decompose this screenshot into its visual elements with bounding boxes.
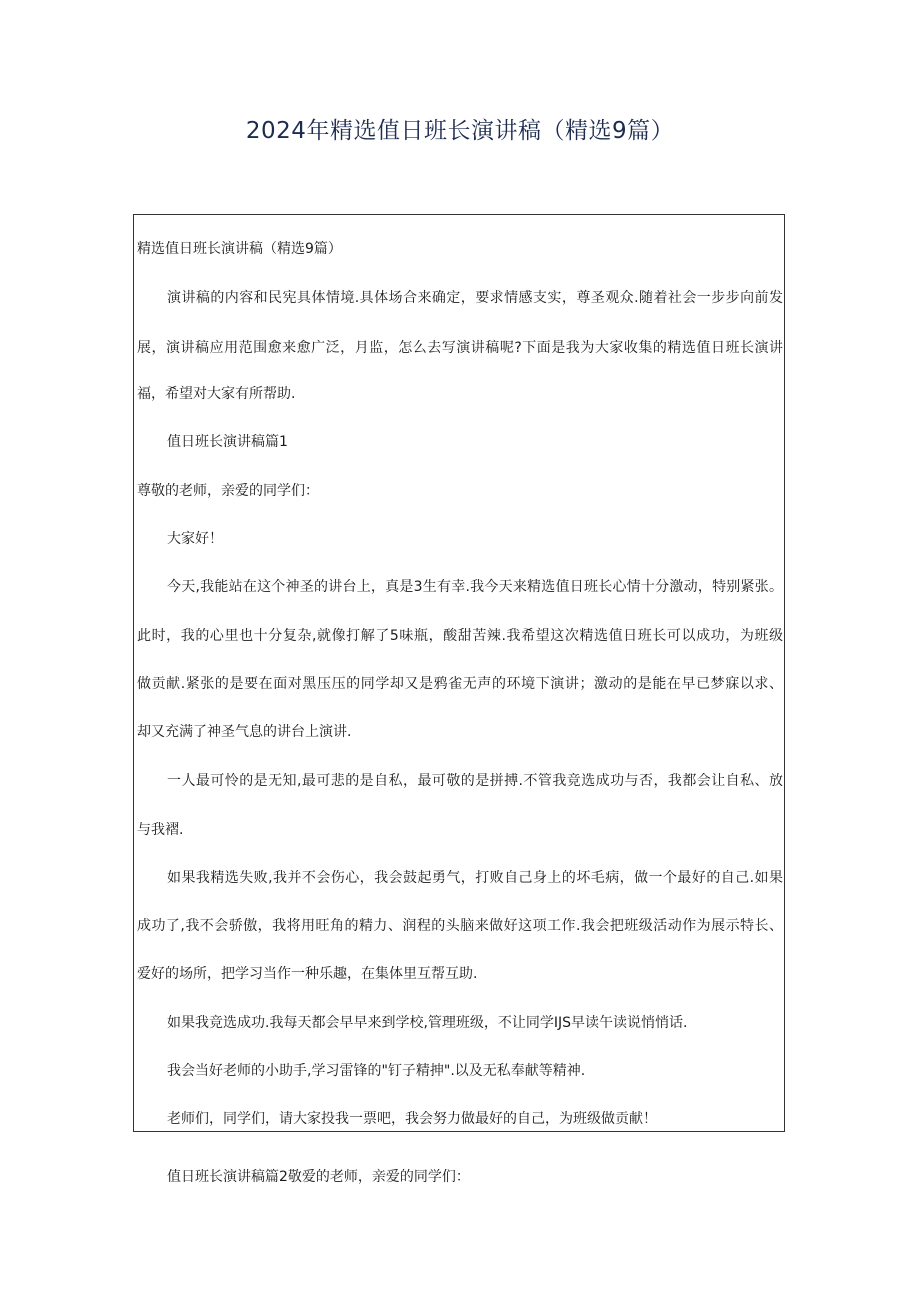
paragraph-line: 成功了,我不会骄傲，我将用旺角的精力、润程的头脑来做好这项工作.我会把班级活动作为展示特长、	[137, 918, 783, 934]
paragraph-line: 做贡献.紧张的是要在面对黑压压的同学却又是鸦雀无声的环境下演讲；激动的是能在早已梦寐以求、	[137, 676, 783, 692]
intro-line: 演讲稿的内容和民宪具体情境.具体场合来确定，要求情感支实，尊圣观众.随着社会一步步向前发	[167, 290, 783, 306]
intro-line: 展，演讲稿应用范围愈来愈广泛，月监，怎么去写演讲稿呢?下面是我为大家收集的精选值日班长演讲	[137, 340, 783, 356]
intro-line: 福，希望对大家有所帮助.	[137, 386, 296, 402]
section2-heading: 值日班长演讲稿篇2敬爱的老师，亲爱的同学们：	[167, 1169, 470, 1185]
greeting: 大家好！	[167, 531, 223, 547]
document-title: 2024年精选值日班长演讲稿（精选9篇）	[245, 118, 675, 144]
paragraph-line: 一人最可怜的是无知,最可悲的是自私，最可敬的是拼搏.不管我竞选成功与否，我都会让自私、放	[167, 773, 783, 789]
paragraph-line: 却又充满了神圣气息的讲台上演讲.	[137, 724, 352, 740]
document-subtitle: 精选值日班长演讲稿（精选9篇）	[137, 241, 342, 257]
paragraph-line: 与我褶.	[137, 822, 184, 838]
paragraph-5: 我会当好老师的小助手,学习雷锋的"钉子精抻".以及无私奉献等精神.	[167, 1063, 586, 1079]
paragraph-line: 爱好的场所，把学习当作一种乐趣，在集体里互帮互助.	[137, 966, 478, 982]
section1-heading: 值日班长演讲稿篇1	[167, 434, 288, 450]
paragraph-line: 如果我精选失败,我并不会伤心，我会鼓起勇气，打败自己身上的坏毛病，做一个最好的自己.如果	[167, 870, 783, 886]
paragraph-6: 老师们，同学们，请大家投我一票吧，我会努力做最好的自己，为班级做贡献！	[167, 1111, 657, 1127]
paragraph-line: 今天,我能站在这个神圣的讲台上，真是3生有幸.我今天来精选值日班长心情十分激动，特别紧张。	[167, 579, 783, 595]
salutation: 尊敬的老师，亲爱的同学们：	[137, 483, 319, 499]
paragraph-line: 此时，我的心里也十分复杂,就像打解了5味瓶，酸甜苦辣.我希望这次精选值日班长可以成功，为班级	[137, 628, 783, 644]
paragraph-4: 如果我竞选成功.我每天都会早早来到学校,管理班级，不让同学IJS早读午读说悄悄话.	[167, 1015, 688, 1031]
